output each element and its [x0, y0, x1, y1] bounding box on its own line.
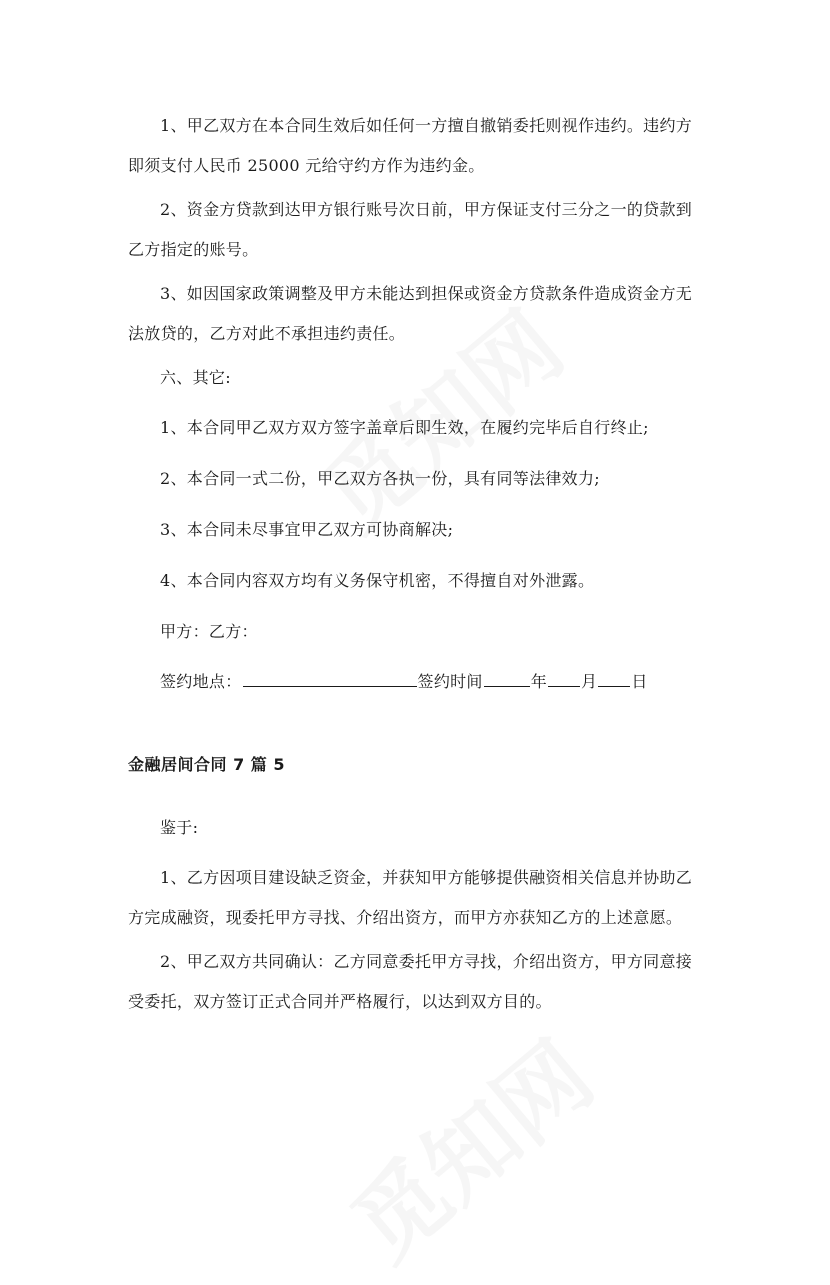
- other-item: [128, 510, 708, 550]
- signing-line: [128, 662, 708, 702]
- section-title: [128, 358, 708, 398]
- clause-line: 法放贷的，乙方对此不承担违约责任。: [128, 324, 406, 343]
- clause-line: 即须支付人民币 25000 元给守约方作为违约金。: [128, 156, 485, 175]
- other-item-text: 3、本合同未尽事宜甲乙双方可协商解决;: [160, 520, 454, 539]
- clause-line: 乙方指定的账号。: [128, 240, 259, 259]
- signing-day-blank: [598, 666, 630, 687]
- clause-paragraph: [128, 942, 708, 1022]
- parties-line: [128, 612, 708, 652]
- signing-year-blank: [484, 666, 530, 687]
- clause-paragraph: [128, 858, 708, 938]
- signing-time-label: 签约时间: [417, 672, 483, 691]
- signing-month-blank: [548, 666, 580, 687]
- clause-line: 2、资金方贷款到达甲方银行账号次日前，甲方保证支付三分之一的贷款到: [160, 200, 693, 219]
- other-item-text: 4、本合同内容双方均有义务保守机密，不得擅自对外泄露。: [160, 571, 595, 590]
- preamble-text: 鉴于:: [160, 818, 199, 837]
- watermark: [320, 1007, 616, 1285]
- clause-line: 方完成融资，现委托甲方寻找、介绍出资方，而甲方亦获知乙方的上述意愿。: [128, 908, 683, 927]
- clause-line: 1、甲乙双方在本合同生效后如任何一方擅自撤销委托则视作违约。违约方: [160, 116, 693, 135]
- signing-day-label: 日: [631, 672, 648, 691]
- other-item-text: 1、本合同甲乙双方双方签字盖章后即生效，在履约完毕后自行终止;: [160, 418, 649, 437]
- clause-paragraph: [128, 274, 708, 354]
- clause-line: 受委托，双方签订正式合同并严格履行，以达到双方目的。: [128, 992, 552, 1011]
- signing-row: [128, 662, 708, 702]
- other-item-text: 2、本合同一式二份，甲乙双方各执一份，具有同等法律效力;: [160, 469, 600, 488]
- other-item: [128, 561, 708, 601]
- signing-year-label: 年: [530, 672, 548, 691]
- signing-place-blank: [243, 666, 417, 687]
- signing-month-label: 月: [581, 672, 598, 691]
- other-item: [128, 459, 708, 499]
- other-item: [128, 408, 708, 448]
- clause-line: 3、如因国家政策调整及甲方未能达到担保或资金方贷款条件造成资金方无: [160, 284, 693, 303]
- contract-heading: 金融居间合同 7 篇 5: [128, 755, 285, 774]
- clause-paragraph: [128, 190, 708, 270]
- clause-line: 1、乙方因项目建设缺乏资金，并获知甲方能够提供融资相关信息并协助乙: [160, 868, 693, 887]
- preamble: [128, 808, 708, 848]
- clause-line: 2、甲乙双方共同确认：乙方同意委托甲方寻找，介绍出资方，甲方同意接: [160, 952, 693, 971]
- clause-paragraph: [128, 106, 708, 186]
- parties-text: 甲方：乙方：: [160, 622, 258, 641]
- signing-place-label: 签约地点：: [160, 672, 242, 691]
- other-section-title: 六、其它:: [160, 368, 231, 387]
